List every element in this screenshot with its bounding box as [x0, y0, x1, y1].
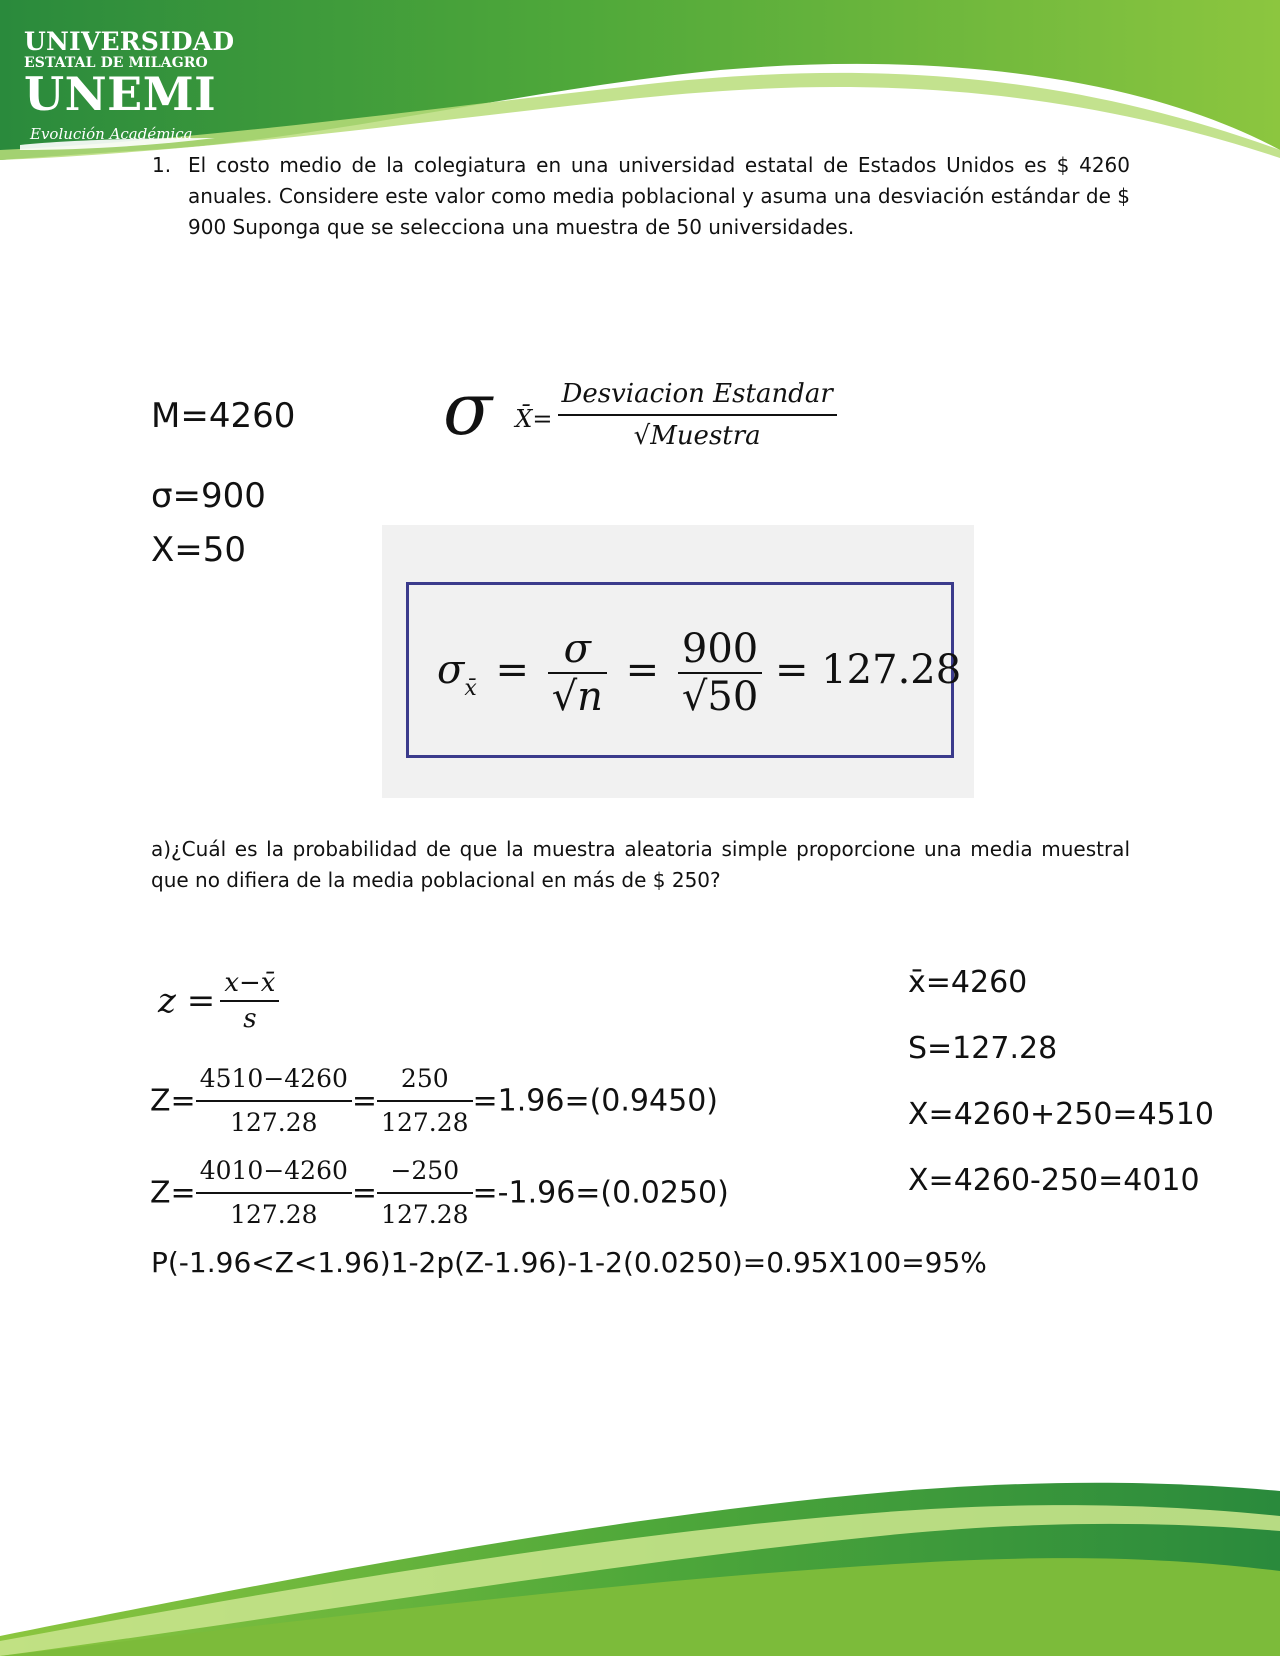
bf-num2: 900: [681, 626, 759, 672]
bf-num1: σ: [563, 626, 591, 672]
se-denominator: √Muestra: [558, 414, 837, 456]
se-sigma: σ: [443, 367, 493, 451]
problem-number: 1.: [152, 153, 172, 177]
probability-result: P(-1.96<Z<1.96)1-2p(Z-1.96)-1-2(0.0250)=0.95X100=95%: [151, 1246, 987, 1279]
z1-eq: =: [351, 1083, 378, 1119]
value-x-upper: X=4260+250=4510: [908, 1097, 1214, 1132]
boxed-formula-image: [382, 525, 974, 798]
given-sample: X=50: [151, 530, 247, 570]
boxed-formula-content: [437, 615, 961, 732]
z-formula-fraction: [220, 966, 279, 1036]
bf-lhs: σ: [437, 647, 465, 693]
z2-lhs: Z=: [150, 1175, 196, 1211]
z1-result: =1.96=(0.9450): [472, 1083, 718, 1119]
z2-den1: 127.28: [196, 1192, 352, 1236]
z-formula-denominator: s: [220, 1000, 279, 1036]
footer-wave-decoration: [0, 1436, 1280, 1656]
question-a: a)¿Cuál es la probabilidad de que la muestra aleatoria simple proporcione una media muestral que no difiera de la media poblacional en más de $ 250?: [151, 837, 1130, 892]
bf-frac1: [548, 626, 607, 720]
right-values-list: [908, 950, 1214, 1214]
logo-line-1: UNIVERSIDAD: [24, 27, 235, 56]
z1-den2: 127.28: [377, 1100, 472, 1144]
z1-lhs: Z=: [150, 1083, 196, 1119]
z1-den1: 127.28: [196, 1100, 352, 1144]
university-logo: [24, 28, 234, 143]
se-fraction: [558, 374, 837, 456]
z2-eq: =: [351, 1175, 378, 1211]
given-sigma: σ=900: [151, 476, 266, 516]
bf-den2: √50: [678, 672, 762, 720]
z2-frac2: [377, 1150, 472, 1236]
z2-num2: −250: [390, 1156, 460, 1185]
z-formula-lhs: z =: [158, 981, 216, 1021]
bf-result: = 127.28: [775, 647, 962, 693]
se-numerator: Desviacion Estandar: [561, 379, 833, 409]
z1-num2: 250: [400, 1064, 449, 1093]
z1-frac1: [196, 1058, 352, 1144]
value-s: S=127.28: [908, 1031, 1058, 1066]
bf-lhs-sub: x̄: [464, 676, 477, 701]
z1-frac2: [377, 1058, 472, 1144]
given-mean: M=4260: [151, 396, 296, 436]
z-formula-numerator: x−x̄: [224, 968, 276, 998]
problem-text: El costo medio de la colegiatura en una universidad estatal de Estados Unidos es $ 4260 anuales. Considere este valor como media poblacional y asuma una desviación estándar de $ 900 Suponga que se selecciona una muestra de 50 universidades.: [188, 153, 1130, 239]
bf-frac2: [678, 626, 762, 720]
z1-num1: 4510−4260: [199, 1064, 348, 1093]
z-calc-upper: [150, 1058, 718, 1144]
se-subscript: X̄=: [515, 405, 553, 433]
standard-error-formula: [443, 368, 837, 450]
logo-line-2: ESTATAL DE MILAGRO: [24, 55, 208, 71]
z-calc-lower: [150, 1150, 729, 1236]
z2-result: =-1.96=(0.0250): [472, 1175, 729, 1211]
logo-tagline: Evolución Académica: [30, 125, 193, 143]
bf-den1: √n: [548, 672, 607, 720]
z2-frac1: [196, 1150, 352, 1236]
z-formula: [158, 966, 279, 1036]
problem-statement: [152, 150, 1130, 243]
value-x-lower: X=4260-250=4010: [908, 1163, 1200, 1198]
logo-line-3: UNEMI: [24, 67, 217, 121]
z2-num1: 4010−4260: [199, 1156, 348, 1185]
boxed-formula-frame: [406, 582, 962, 758]
value-xbar: x̄=4260: [908, 965, 1028, 1000]
bf-eq1: =: [495, 647, 529, 693]
bf-eq2: =: [625, 647, 660, 693]
z2-den2: 127.28: [377, 1192, 472, 1236]
